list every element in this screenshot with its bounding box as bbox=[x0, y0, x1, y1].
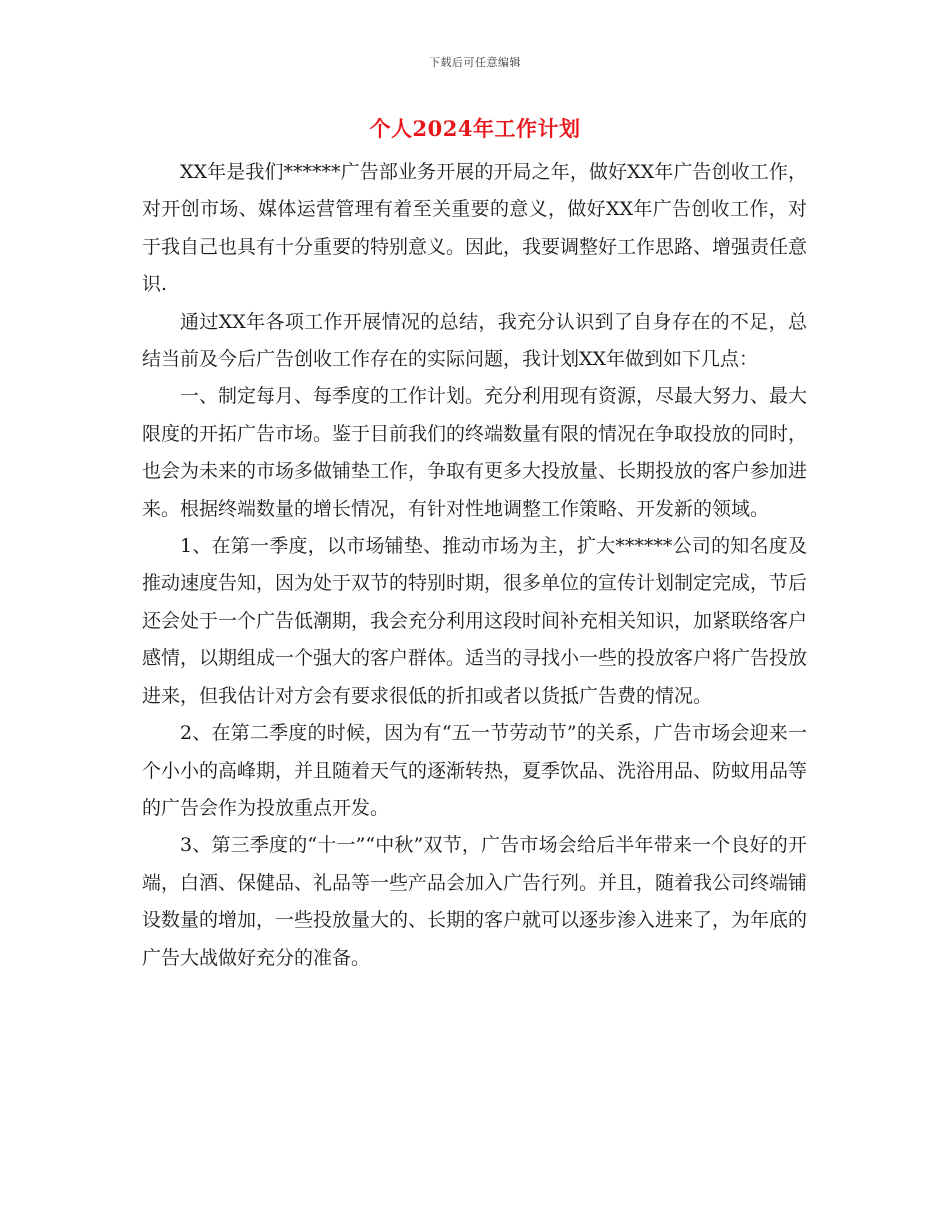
paragraph: XX年是我们******广告部业务开展的开局之年，做好XX年广告创收工作，对开创市场、媒体运营管理有着至关重要的意义，做好XX年广告创收工作，对于我自己也具有十分重要的特别意义。因此，我要调整好工作思路、增强责任意识. bbox=[142, 161, 808, 296]
document-body bbox=[142, 154, 807, 977]
paragraph: 通过XX年各项工作开展情况的总结，我充分认识到了自身存在的不足，总结当前及今后广告创收工作存在的实际问题，我计划XX年做到如下几点： bbox=[142, 310, 807, 371]
paragraph: 一、制定每月、每季度的工作计划。充分利用现有资源，尽最大努力、最大限度的开拓广告市场。鉴于目前我们的终端数量有限的情况在争取投放的同时，也会为未来的市场多做铺垫工作，争取有更多大投放量、长期投放的客户参加进来。根据终端数量的增长情况，有针对性地调整工作策略、开发新的领域。 bbox=[142, 385, 808, 520]
paragraph: 1、在第一季度，以市场铺垫、推动市场为主，扩大******公司的知名度及推动速度告知，因为处于双节的特别时期，很多单位的宣传计划制定完成，节后还会处于一个广告低潮期，我会充分利用这段时间补充相关知识，加紧联络客户感情，以期组成一个强大的客户群体。适当的寻找小一些的投放客户将广告投放进来，但我估计对方会有要求很低的折扣或者以货抵广告费的情况。 bbox=[142, 535, 808, 707]
page-header-note: 下载后可任意编辑 bbox=[429, 56, 521, 69]
paragraph: 2、在第二季度的时候，因为有“五一节劳动节”的关系，广告市场会迎来一个小小的高峰期，并且随着天气的逐渐转热，夏季饮品、洗浴用品、防蚊用品等的广告会作为投放重点开发。 bbox=[142, 722, 808, 819]
document-title: 个人2024年工作计划 bbox=[369, 116, 581, 141]
paragraph: 3、第三季度的“十一”“中秋”双节，广告市场会给后半年带来一个良好的开端，白酒、保健品、礼品等一些产品会加入广告行列。并且，随着我公司终端铺设数量的增加，一些投放量大的、长期的客户就可以逐步渗入进来了，为年底的广告大战做好充分的准备。 bbox=[142, 834, 808, 969]
